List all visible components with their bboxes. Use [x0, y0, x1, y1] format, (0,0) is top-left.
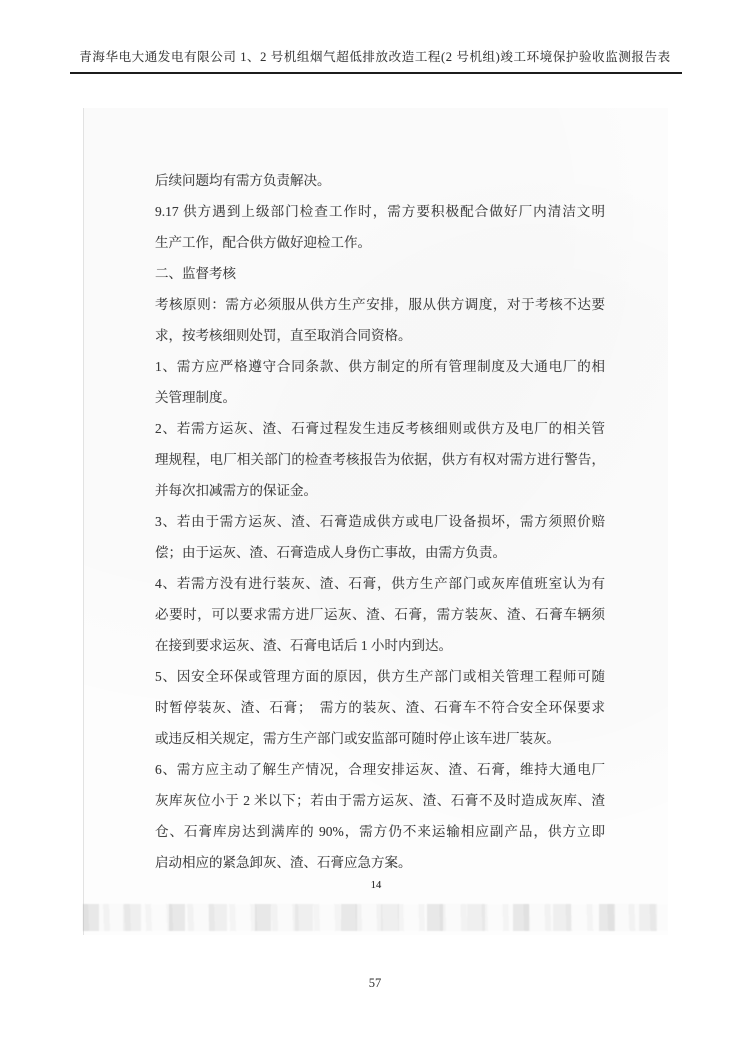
- text-line: 关管理制度。: [155, 390, 236, 405]
- scanned-page: [83, 108, 668, 935]
- text-line: 必要时，可以要求需方进厂运灰、渣、石膏，需方装灰、渣、石膏车辆须: [155, 607, 605, 622]
- header-title: 青海华电大通发电有限公司 1、2 号机组烟气超低排放改造工程(2 号机组)竣工环境保护验收监测报告表: [79, 50, 671, 64]
- text-line: 4、若需方没有进行装灰、渣、石膏，供方生产部门或灰库值班室认为有: [155, 576, 605, 591]
- header-rule: [70, 72, 682, 74]
- text-line: 9.17 供方遇到上级部门检查工作时，需方要积极配合做好厂内清洁文明: [155, 204, 605, 219]
- footer-page-number: 57: [368, 976, 382, 990]
- text-line: 2、若需方运灰、渣、石膏过程发生违反考核细则或供方及电厂的相关管: [155, 421, 605, 436]
- text-line: 5、因安全环保或管理方面的原因，供方生产部门或相关管理工程师可随: [155, 669, 605, 684]
- text-line: 二、监督考核: [155, 266, 236, 281]
- text-line: 偿；由于运灰、渣、石膏造成人身伤亡事故，由需方负责。: [155, 545, 506, 560]
- text-line: 3、若由于需方运灰、渣、石膏造成供方或电厂设备损坏，需方须照价赔: [155, 514, 605, 529]
- text-line: 6、需方应主动了解生产情况，合理安排运灰、渣、石膏，维持大通电厂: [155, 762, 605, 777]
- inner-page-number: 14: [370, 880, 382, 891]
- text-line: 考核原则：需方必须服从供方生产安排，服从供方调度，对于考核不达要: [155, 297, 605, 312]
- text-line: 在接到要求运灰、渣、石膏电话后 1 小时内到达。: [155, 638, 452, 653]
- text-line: 启动相应的紧急卸灰、渣、石膏应急方案。: [155, 855, 412, 870]
- text-line: 1、需方应严格遵守合同条款、供方制定的所有管理制度及大通电厂的相: [155, 359, 605, 374]
- text-line: 后续问题均有需方负责解决。: [155, 173, 331, 188]
- text-line: 生产工作，配合供方做好迎检工作。: [155, 235, 371, 250]
- text-line: 灰库灰位小于 2 米以下；若由于需方运灰、渣、石膏不及时造成灰库、渣: [155, 793, 605, 808]
- text-line: 理规程，电厂相关部门的检查考核报告为依据，供方有权对需方进行警告，: [155, 452, 605, 467]
- scan-noise-artifact: [83, 904, 668, 931]
- text-line: 求，按考核细则处罚，直至取消合同资格。: [155, 328, 412, 343]
- body-text: [155, 165, 605, 878]
- text-line: 或违反相关规定，需方生产部门或安监部可随时停止该车进厂装灰。: [155, 731, 560, 746]
- text-line: 时暂停装灰、渣、石膏； 需方的装灰、渣、石膏车不符合安全环保要求: [155, 700, 605, 715]
- text-line: 并每次扣减需方的保证金。: [155, 483, 317, 498]
- text-line: 仓、石膏库房达到满库的 90%，需方仍不来运输相应副产品，供方立即: [155, 824, 605, 839]
